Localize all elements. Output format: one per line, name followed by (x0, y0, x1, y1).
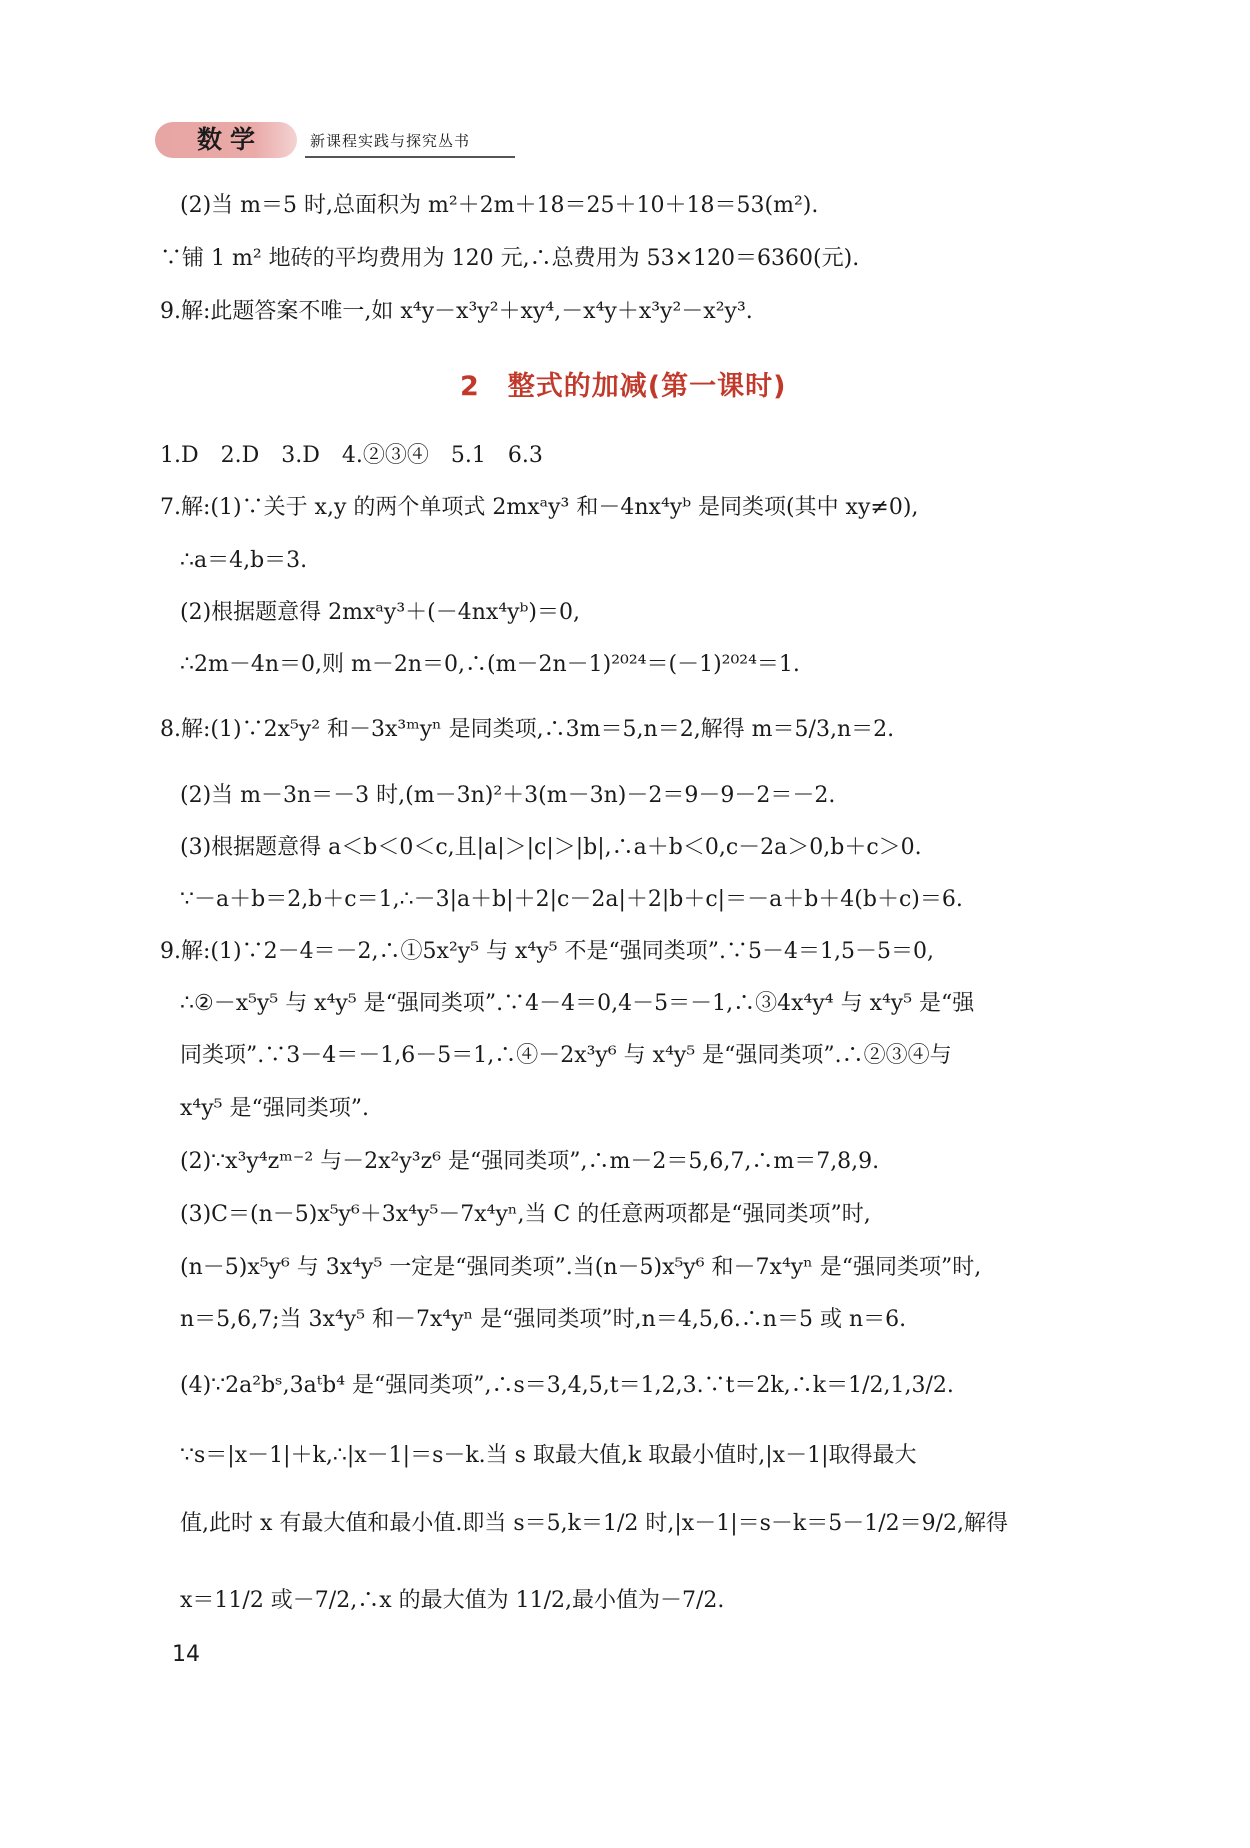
answer-line: 同类项”.∵3－4＝－1,6－5＝1,∴④－2x³y⁶ 与 x⁴y⁵ 是“强同类项”.∴②③④与 (180, 1043, 952, 1068)
answer-line: 7.解:(1)∵关于 x,y 的两个单项式 2mxᵃy³ 和－4nx⁴yᵇ 是同类项(其中 xy≠0), (160, 495, 919, 520)
section-title: 2 整式的加减(第一课时) (460, 371, 787, 402)
answer-line: (4)∵2a²bˢ,3aᵗb⁴ 是“强同类项”,∴s＝3,4,5,t＝1,2,3.∵t＝2k,∴k＝1/2,1,3/2. (180, 1373, 954, 1398)
answer-line: (2)∵x³y⁴zᵐ⁻² 与－2x²y³z⁶ 是“强同类项”,∴m－2＝5,6,7,∴m＝7,8,9. (180, 1149, 880, 1174)
answer-line: (n－5)x⁵y⁶ 与 3x⁴y⁵ 一定是“强同类项”.当(n－5)x⁵y⁶ 和－7x⁴yⁿ 是“强同类项”时, (180, 1255, 982, 1280)
page-header (155, 122, 555, 162)
header-divider (305, 156, 515, 158)
answer-line: ∵铺 1 m² 地砖的平均费用为 120 元,∴总费用为 53×120＝6360(元). (160, 246, 860, 271)
answer-line: x⁴y⁵ 是“强同类项”. (180, 1096, 369, 1121)
answer-line: ∴2m－4n＝0,则 m－2n＝0,∴(m－2n－1)²⁰²⁴＝(－1)²⁰²⁴＝1. (180, 652, 800, 677)
answer-line: ∴②－x⁵y⁵ 与 x⁴y⁵ 是“强同类项”.∵4－4＝0,4－5＝－1,∴③4x⁴y⁴ 与 x⁴y⁵ 是“强 (180, 991, 975, 1016)
answer-line: 9.解:(1)∵2－4＝－2,∴①5x²y⁵ 与 x⁴y⁵ 不是“强同类项”.∵5－4＝1,5－5＝0, (160, 939, 934, 964)
answer-line: x＝11/2 或－7/2,∴x 的最大值为 11/2,最小值为－7/2. (180, 1588, 725, 1613)
answer-line: 值,此时 x 有最大值和最小值.即当 s＝5,k＝1/2 时,|x－1|＝s－k＝5－1/2＝9/2,解得 (180, 1511, 1009, 1536)
answer-line: 9.解:此题答案不唯一,如 x⁴y－x³y²＋xy⁴,－x⁴y＋x³y²－x²y³. (160, 299, 753, 324)
answer-line: (2)当 m－3n＝－3 时,(m－3n)²＋3(m－3n)－2＝9－9－2＝－2. (180, 783, 836, 808)
answer-line: ∵－a＋b＝2,b＋c＝1,∴－3|a＋b|＋2|c－2a|＋2|b＋c|＝－a＋b＋4(b＋c)＝6. (180, 887, 963, 912)
answer-line: (2)根据题意得 2mxᵃy³＋(－4nx⁴yᵇ)＝0, (180, 600, 580, 625)
answer-line: n＝5,6,7;当 3x⁴y⁵ 和－7x⁴yⁿ 是“强同类项”时,n＝4,5,6.∴n＝5 或 n＝6. (180, 1307, 907, 1332)
subject-badge: 数学 (155, 122, 297, 158)
series-title: 新课程实践与探究丛书 (310, 132, 471, 150)
answer-line: ∵s＝|x－1|＋k,∴|x－1|＝s－k.当 s 取最大值,k 取最小值时,|x－1|取得最大 (180, 1443, 917, 1468)
page-number: 14 (172, 1642, 200, 1667)
answer-line: ∴a＝4,b＝3. (180, 548, 308, 573)
answer-line: (3)根据题意得 a＜b＜0＜c,且|a|＞|c|＞|b|,∴a＋b＜0,c－2a＞0,b＋c＞0. (180, 835, 922, 860)
answer-line: 1.D 2.D 3.D 4.②③④ 5.1 6.3 (160, 443, 543, 468)
answer-line: (2)当 m＝5 时,总面积为 m²＋2m＋18＝25＋10＋18＝53(m²). (180, 193, 819, 218)
answer-line: (3)C＝(n－5)x⁵y⁶＋3x⁴y⁵－7x⁴yⁿ,当 C 的任意两项都是“强同类项”时, (180, 1202, 871, 1227)
answer-line: 8.解:(1)∵2x⁵y² 和－3x³ᵐyⁿ 是同类项,∴3m＝5,n＝2,解得 m＝5/3,n＝2. (160, 717, 895, 742)
